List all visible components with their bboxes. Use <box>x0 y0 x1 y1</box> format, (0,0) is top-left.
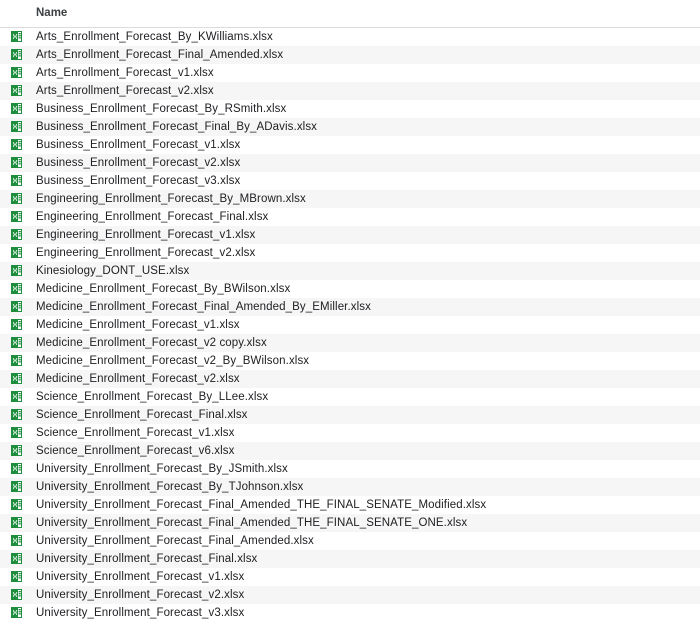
xlsx-file-icon <box>0 406 32 424</box>
xlsx-file-icon-glyph <box>11 427 22 438</box>
xlsx-file-icon-glyph <box>11 517 22 528</box>
xlsx-file-icon <box>0 226 32 244</box>
file-row[interactable] <box>0 190 700 208</box>
file-row[interactable] <box>0 442 700 460</box>
file-name[interactable]: University_Enrollment_Forecast_By_JSmith.xlsx <box>36 462 288 475</box>
header-row <box>0 0 700 27</box>
file-row[interactable] <box>0 82 700 100</box>
xlsx-file-icon-glyph <box>11 589 22 600</box>
xlsx-file-icon-glyph <box>11 571 22 582</box>
xlsx-file-icon-glyph <box>11 355 22 366</box>
file-row[interactable] <box>0 568 700 586</box>
file-name[interactable]: Engineering_Enrollment_Forecast_Final.xlsx <box>36 210 269 223</box>
file-name[interactable]: University_Enrollment_Forecast_Final_Amended.xlsx <box>36 534 314 547</box>
xlsx-file-icon <box>0 64 32 82</box>
xlsx-file-icon <box>0 568 32 586</box>
xlsx-file-icon <box>0 118 32 136</box>
file-name[interactable]: Arts_Enrollment_Forecast_By_KWilliams.xlsx <box>36 30 273 43</box>
xlsx-file-icon <box>0 586 32 604</box>
file-row[interactable] <box>0 424 700 442</box>
file-row[interactable] <box>0 226 700 244</box>
file-row[interactable] <box>0 550 700 568</box>
file-name[interactable]: University_Enrollment_Forecast_v2.xlsx <box>36 588 245 601</box>
file-name[interactable]: Arts_Enrollment_Forecast_Final_Amended.xlsx <box>36 48 284 61</box>
file-name[interactable]: Arts_Enrollment_Forecast_v2.xlsx <box>36 84 214 97</box>
file-name[interactable]: Medicine_Enrollment_Forecast_By_BWilson.xlsx <box>36 282 291 295</box>
xlsx-file-icon <box>0 27 32 46</box>
xlsx-file-icon-glyph <box>11 103 22 114</box>
file-name[interactable]: Engineering_Enrollment_Forecast_v1.xlsx <box>36 228 256 241</box>
xlsx-file-icon-glyph <box>11 67 22 78</box>
xlsx-file-icon-glyph <box>11 535 22 546</box>
file-name[interactable]: Business_Enrollment_Forecast_v1.xlsx <box>36 138 241 151</box>
file-list-body <box>0 27 700 622</box>
xlsx-file-icon-glyph <box>11 175 22 186</box>
xlsx-file-icon <box>0 442 32 460</box>
file-row[interactable] <box>0 154 700 172</box>
xlsx-file-icon-glyph <box>11 445 22 456</box>
file-name[interactable]: Medicine_Enrollment_Forecast_v2_By_BWilson.xlsx <box>36 354 310 367</box>
file-row[interactable] <box>0 136 700 154</box>
column-header-icon <box>0 0 32 27</box>
xlsx-file-icon <box>0 82 32 100</box>
file-row[interactable] <box>0 334 700 352</box>
xlsx-file-icon-glyph <box>11 229 22 240</box>
file-row[interactable] <box>0 262 700 280</box>
xlsx-file-icon <box>0 280 32 298</box>
file-row[interactable] <box>0 514 700 532</box>
file-row[interactable] <box>0 280 700 298</box>
file-name[interactable]: Medicine_Enrollment_Forecast_v2 copy.xlsx <box>36 336 267 349</box>
file-name[interactable]: Business_Enrollment_Forecast_v2.xlsx <box>36 156 241 169</box>
file-row[interactable] <box>0 118 700 136</box>
xlsx-file-icon <box>0 550 32 568</box>
xlsx-file-icon <box>0 388 32 406</box>
xlsx-file-icon <box>0 334 32 352</box>
file-row[interactable] <box>0 298 700 316</box>
xlsx-file-icon <box>0 460 32 478</box>
file-row[interactable] <box>0 460 700 478</box>
file-name[interactable]: Medicine_Enrollment_Forecast_v1.xlsx <box>36 318 240 331</box>
xlsx-file-icon-glyph <box>11 265 22 276</box>
xlsx-file-icon <box>0 514 32 532</box>
file-name[interactable]: Business_Enrollment_Forecast_v3.xlsx <box>36 174 241 187</box>
file-row[interactable] <box>0 586 700 604</box>
file-name[interactable]: Arts_Enrollment_Forecast_v1.xlsx <box>36 66 214 79</box>
xlsx-file-icon-glyph <box>11 301 22 312</box>
xlsx-file-icon <box>0 352 32 370</box>
file-row[interactable] <box>0 244 700 262</box>
xlsx-file-icon-glyph <box>11 247 22 258</box>
xlsx-file-icon <box>0 172 32 190</box>
xlsx-file-icon <box>0 298 32 316</box>
file-row[interactable] <box>0 370 700 388</box>
xlsx-file-icon-glyph <box>11 553 22 564</box>
xlsx-file-icon-glyph <box>11 373 22 384</box>
xlsx-file-icon <box>0 190 32 208</box>
file-name[interactable]: University_Enrollment_Forecast_Final.xlsx <box>36 552 258 565</box>
xlsx-file-icon-glyph <box>11 463 22 474</box>
xlsx-file-icon <box>0 46 32 64</box>
xlsx-file-icon-glyph <box>11 283 22 294</box>
xlsx-file-icon-glyph <box>11 85 22 96</box>
xlsx-file-icon <box>0 136 32 154</box>
file-row[interactable] <box>0 604 700 622</box>
xlsx-file-icon-glyph <box>11 391 22 402</box>
file-name[interactable]: Business_Enrollment_Forecast_Final_By_ADavis.xlsx <box>36 120 318 133</box>
xlsx-file-icon-glyph <box>11 211 22 222</box>
xlsx-file-icon <box>0 100 32 118</box>
xlsx-file-icon-glyph <box>11 337 22 348</box>
file-name[interactable]: Engineering_Enrollment_Forecast_v2.xlsx <box>36 246 256 259</box>
file-name[interactable]: Medicine_Enrollment_Forecast_Final_Amended_By_EMiller.xlsx <box>36 300 371 313</box>
xlsx-file-icon-glyph <box>11 481 22 492</box>
file-name[interactable]: Business_Enrollment_Forecast_By_RSmith.xlsx <box>36 102 287 115</box>
file-name[interactable]: University_Enrollment_Forecast_Final_Amended_THE_FINAL_SENATE_Modified.xlsx <box>36 498 487 511</box>
xlsx-file-icon-glyph <box>11 121 22 132</box>
file-name[interactable]: University_Enrollment_Forecast_v3.xlsx <box>36 606 245 619</box>
xlsx-file-icon-glyph <box>11 157 22 168</box>
file-name[interactable]: Science_Enrollment_Forecast_By_LLee.xlsx <box>36 390 269 403</box>
file-name[interactable]: Medicine_Enrollment_Forecast_v2.xlsx <box>36 372 240 385</box>
xlsx-file-icon <box>0 370 32 388</box>
xlsx-file-icon-glyph <box>11 31 22 42</box>
xlsx-file-icon <box>0 496 32 514</box>
file-row[interactable] <box>0 478 700 496</box>
file-row[interactable] <box>0 208 700 226</box>
file-row[interactable] <box>0 100 700 118</box>
xlsx-file-icon-glyph <box>11 139 22 150</box>
file-row[interactable] <box>0 27 700 46</box>
xlsx-file-icon <box>0 244 32 262</box>
file-row[interactable] <box>0 352 700 370</box>
file-name[interactable]: University_Enrollment_Forecast_Final_Amended_THE_FINAL_SENATE_ONE.xlsx <box>36 516 468 529</box>
xlsx-file-icon-glyph <box>11 319 22 330</box>
xlsx-file-icon-glyph <box>11 193 22 204</box>
file-name[interactable]: Engineering_Enrollment_Forecast_By_MBrown.xlsx <box>36 192 306 205</box>
file-name[interactable]: Science_Enrollment_Forecast_Final.xlsx <box>36 408 248 421</box>
xlsx-file-icon <box>0 604 32 622</box>
file-name[interactable]: Kinesiology_DONT_USE.xlsx <box>36 264 190 277</box>
xlsx-file-icon <box>0 262 32 280</box>
xlsx-file-icon-glyph <box>11 409 22 420</box>
file-name[interactable]: University_Enrollment_Forecast_v1.xlsx <box>36 570 245 583</box>
file-list-header <box>0 0 700 27</box>
file-row[interactable] <box>0 316 700 334</box>
column-header-name[interactable]: Name <box>32 0 700 27</box>
xlsx-file-icon <box>0 154 32 172</box>
xlsx-file-icon <box>0 532 32 550</box>
xlsx-file-icon <box>0 424 32 442</box>
xlsx-file-icon-glyph <box>11 499 22 510</box>
file-row[interactable] <box>0 532 700 550</box>
xlsx-file-icon <box>0 478 32 496</box>
xlsx-file-icon <box>0 208 32 226</box>
file-row[interactable] <box>0 406 700 424</box>
file-name[interactable]: Science_Enrollment_Forecast_v6.xlsx <box>36 444 235 457</box>
file-row[interactable] <box>0 46 700 64</box>
file-name[interactable]: Science_Enrollment_Forecast_v1.xlsx <box>36 426 235 439</box>
xlsx-file-icon-glyph <box>11 49 22 60</box>
file-row[interactable] <box>0 64 700 82</box>
xlsx-file-icon <box>0 316 32 334</box>
xlsx-file-icon-glyph <box>11 607 22 618</box>
file-row[interactable] <box>0 388 700 406</box>
file-row[interactable] <box>0 496 700 514</box>
file-name[interactable]: University_Enrollment_Forecast_By_TJohnson.xlsx <box>36 480 304 493</box>
file-row[interactable] <box>0 172 700 190</box>
